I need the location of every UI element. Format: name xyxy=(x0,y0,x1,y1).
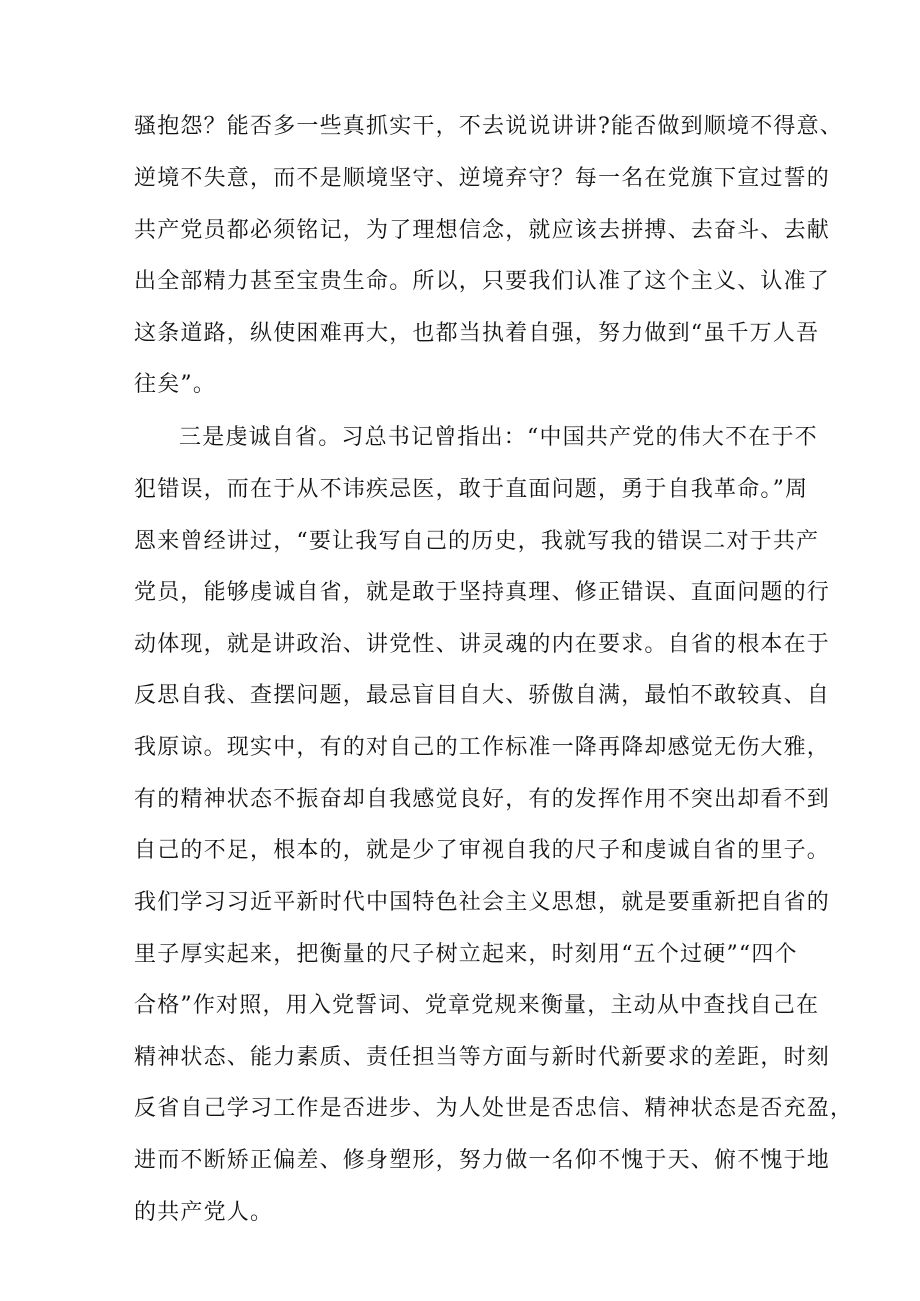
text-line: 反思自我、查摆问题，最忌盲目自大、骄傲自满，最怕不敢较真、自 xyxy=(134,683,831,708)
text-line: 我们学习习近平新时代中国特色社会主义思想，就是要重新把自省的 xyxy=(134,890,831,915)
text-line: 骚抱怨？能否多一些真抓实干，不去说说讲讲?能否做到顺境不得意、 xyxy=(134,114,843,139)
text-line: 里子厚实起来，把衡量的尺子树立起来，时刻用“五个过硬”“四个 xyxy=(134,942,798,967)
text-line: 动体现，就是讲政治、讲党性、讲灵魂的内在要求。自省的根本在于 xyxy=(134,632,831,657)
text-line: 的共产党人。 xyxy=(134,1200,274,1225)
text-line: 逆境不失意，而不是顺境坚守、逆境弃守？每一名在党旗下宣过誓的 xyxy=(134,166,831,191)
text-line: 精神状态、能力素质、责任担当等方面与新时代新要求的差距，时刻 xyxy=(134,1045,831,1070)
text-line: 反省自己学习工作是否进步、为人处世是否忠信、精神状态是否充盈， xyxy=(134,1096,854,1121)
paragraph-first-line: 三是虔诚自省。习总书记曾指出：“中国共产党的伟大不在于不 xyxy=(179,425,818,450)
text-line: 犯错误，而在于从不讳疾忌医，敢于直面问题，勇于自我革命。”周 xyxy=(134,477,809,502)
text-line: 党员，能够虔诚自省，就是敢于坚持真理、修正错误、直面问题的行 xyxy=(134,580,831,605)
text-line: 进而不断矫正偏差、修身塑形，努力做一名仰不愧于天、俯不愧于地 xyxy=(134,1148,831,1173)
text-line: 我原谅。现实中，有的对自己的工作标准一降再降却感觉无伤大雅， xyxy=(134,735,831,760)
text-line: 共产党员都必须铭记，为了理想信念，就应该去拼搏、去奋斗、去献 xyxy=(134,218,831,243)
text-line: 往矣”。 xyxy=(134,372,217,397)
text-line: 恩来曾经讲过，“要让我写自己的历史，我就写我的错误二对于共产 xyxy=(134,529,820,554)
text-line: 合格”作对照，用入党誓词、党章党规来衡量，主动从中查找自己在 xyxy=(134,993,820,1018)
text-line: 出全部精力甚至宝贵生命。所以，只要我们认准了这个主义、认准了 xyxy=(134,269,831,294)
text-line: 自己的不足，根本的，就是少了审视自我的尺子和虔诚自省的里子。 xyxy=(134,838,831,863)
text-line: 这条道路，纵使困难再大，也都当执着自强，努力做到“虽千万人吾 xyxy=(134,321,820,346)
text-line: 有的精神状态不振奋却自我感觉良好，有的发挥作用不突出却看不到 xyxy=(134,787,831,812)
